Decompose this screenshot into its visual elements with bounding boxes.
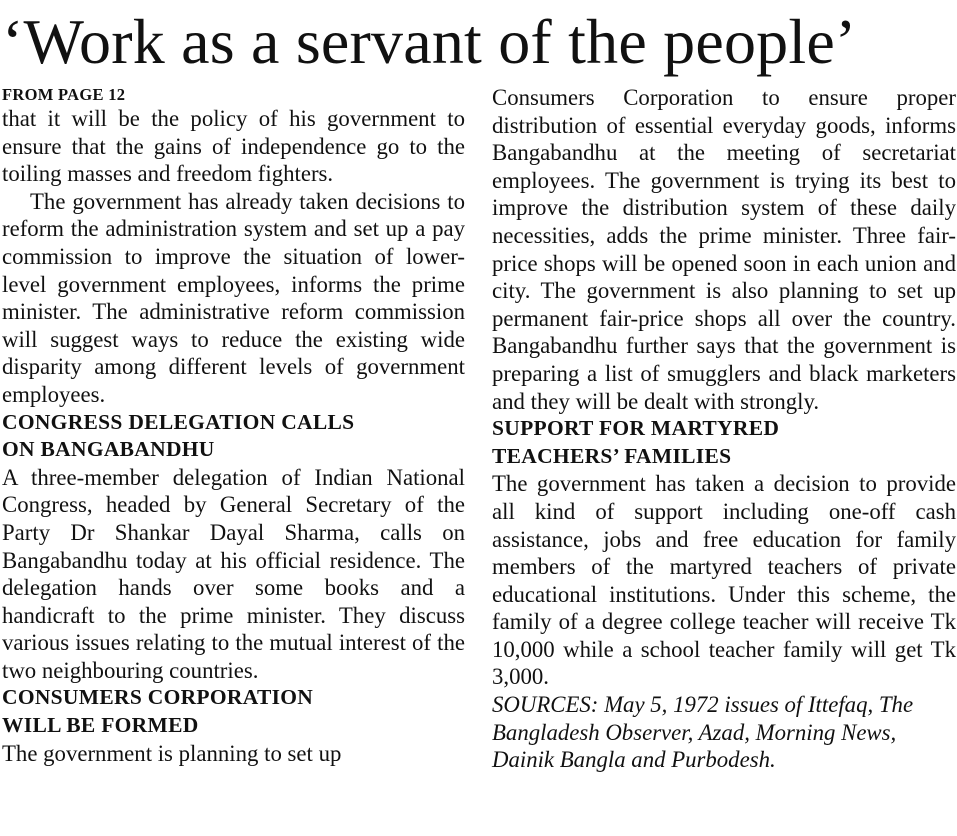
subheading-line: WILL BE FORMED bbox=[2, 713, 199, 738]
subheading-line: ON BANGABANDHU bbox=[2, 437, 215, 462]
from-page-label: FROM PAGE 12 bbox=[2, 85, 126, 104]
subheading-martyred-teachers bbox=[492, 415, 956, 470]
consumers-corporation-paragraph-start: The government is planning to set up bbox=[2, 740, 342, 766]
congress-delegation-paragraph: A three-member delegation of Indian National Congress, headed by General Secretary of the Party Dr Shankar Dayal Sharma, calls on Bangabandhu today at his official residence. The delegation hands over some books and a handicraft to the prime minister. They discuss various issues relating to the mutual interest of the two neighbouring countries. bbox=[2, 464, 465, 683]
consumers-corporation-paragraph-end: Consumers Corporation to ensure proper distribution of essential everyday goods, informs Bangabandhu at the meeting of secretariat employees. The government is trying its best to improve the distribution system of these daily necessities, adds the prime minister. Three fair-price shops will be opened soon in each union and city. The government is also planning to set up permanent fair-price shops all over the country. Bangabandhu further says that the government is preparing a list of smugglers and black marketers and they will be dealt with strongly. bbox=[492, 85, 956, 414]
reform-paragraph: The government has already taken decisions to reform the administration system and set up a pay commission to improve the situation of lower-level government employees, informs the prime minister. The administrative reform commission will suggest ways to reduce the existing wide disparity among different levels of government employees. bbox=[2, 188, 465, 407]
subheading-congress-delegation bbox=[2, 409, 465, 464]
subheading-line: SUPPORT FOR MARTYRED bbox=[492, 416, 780, 441]
subheading-line: CONGRESS DELEGATION CALLS bbox=[2, 409, 355, 434]
continued-paragraph: that it will be the policy of his government to ensure that the gains of independence go to the toiling masses and freedom fighters. bbox=[2, 106, 465, 187]
left-column bbox=[2, 84, 465, 767]
headline: ‘Work as a servant of the people’ bbox=[2, 6, 857, 77]
right-column bbox=[492, 84, 956, 774]
subheading-consumers-corporation bbox=[2, 684, 465, 739]
sources-note: SOURCES: May 5, 1972 issues of Ittefaq, The Bangladesh Observer, Azad, Morning News, Dainik Bangla and Purbodesh. bbox=[492, 692, 914, 773]
subheading-line: CONSUMERS CORPORATION bbox=[2, 685, 314, 710]
martyred-teachers-paragraph: The government has taken a decision to provide all kind of support including one-off cash assistance, jobs and free education for family members of the martyred teachers of private educational institutions. Under this scheme, the family of a degree college teacher will receive Tk 10,000 while a school teacher family will get Tk 3,000. bbox=[492, 471, 956, 690]
subheading-line: TEACHERS’ FAMILIES bbox=[492, 443, 732, 468]
